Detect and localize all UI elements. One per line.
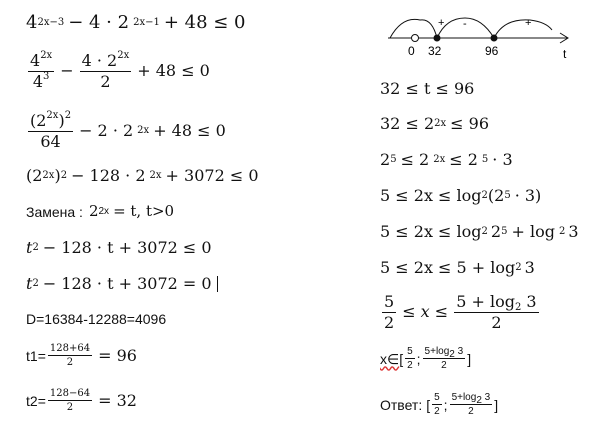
equation-line-2: $\frac{4^{2x}}{4^3}$ − $\frac{4 \cdot 2^{2x}}{2}$ + 48 ≤ 0 bbox=[30, 50, 210, 91]
equation-line-4: (2 2x ) 2 − 128 · 2 2x + 3072 ≤ 0 bbox=[26, 166, 259, 185]
fraction: $\frac{5 + \log_2 3}{2}$ bbox=[456, 292, 537, 332]
fraction: $\frac{5}{2}$ bbox=[434, 392, 440, 417]
sign-label: + bbox=[525, 17, 532, 29]
fraction: $\frac{(2^{2x})^2}{64}$ bbox=[30, 110, 72, 151]
point-label: 96 bbox=[485, 44, 499, 58]
fraction: $\frac{5+\log_2 3}{2}$ bbox=[424, 346, 464, 371]
equation-line-7: t 2 − 128 · t + 3072 = 0 bbox=[26, 276, 218, 292]
sign-label: - bbox=[463, 18, 467, 30]
interval-arc bbox=[494, 20, 552, 38]
point-label: 32 bbox=[428, 44, 442, 58]
right-line-4: 5 ≤ 2x ≤ log 2 (2 5 · 3) bbox=[380, 186, 542, 205]
open-point bbox=[412, 35, 419, 42]
text-cursor bbox=[217, 276, 218, 292]
number-line bbox=[380, 10, 580, 62]
right-line-2: 32 ≤ 2 2x ≤ 96 bbox=[380, 114, 489, 133]
right-line-1: 32 ≤ t ≤ 96 bbox=[380, 79, 475, 98]
discriminant-line: D=16384-12288=4096 bbox=[26, 311, 167, 327]
fraction: $\frac{5+\log_2 3}{2}$ bbox=[451, 392, 491, 417]
right-line-5: 5 ≤ 2x ≤ log 2 2 5 + log 2 3 bbox=[380, 222, 579, 241]
fraction: $\frac{5}{2}$ bbox=[384, 292, 395, 332]
closed-point bbox=[434, 35, 441, 42]
solution-set-line: x∈ [ $\frac{5}{2}$ ; $\frac{5+\log_2 3}{2}$ ] bbox=[380, 346, 472, 371]
axis-label: t bbox=[563, 47, 567, 61]
fraction: $\frac{128+64}{2}$ bbox=[49, 343, 91, 368]
right-line-7: $\frac{5}{2}$ ≤ x ≤ $\frac{5 + \log_2 3}{2}$ bbox=[384, 292, 537, 332]
root-t1-line: t 1 = $\frac{128+64}{2}$ = 96 bbox=[26, 343, 137, 368]
fraction: $\frac{4 \cdot 2^{2x}}{2}$ bbox=[81, 50, 130, 91]
fraction: $\frac{128-64}{2}$ bbox=[49, 388, 91, 413]
root-t2-line: t 2 = $\frac{128-64}{2}$ = 32 bbox=[26, 388, 137, 413]
closed-point bbox=[491, 35, 498, 42]
equation-line-6: t 2 − 128 · t + 3072 ≤ 0 bbox=[26, 238, 212, 257]
sign-label: + bbox=[438, 17, 445, 29]
point-label: 0 bbox=[408, 44, 415, 58]
equation-line-3: $\frac{(2^{2x})^2}{64}$ − 2 · 2 2x + 48 ≤ 0 bbox=[30, 110, 226, 151]
substitution-line: Замена : 2 2x = t, t>0 bbox=[26, 202, 175, 220]
right-line-3: 2 5 ≤ 2 2x ≤ 2 5 · 3 bbox=[380, 150, 513, 169]
fraction: $\frac{4^{2x}}{4^3}$ bbox=[30, 50, 53, 91]
equation-line-1: 4 2x−3 − 4 · 2 2x−1 + 48 ≤ 0 bbox=[26, 12, 246, 33]
answer-line: Ответ: [ $\frac{5}{2}$ ; $\frac{5+\log_2 3}{2}$ ] bbox=[380, 392, 499, 417]
fraction: $\frac{5}{2}$ bbox=[407, 346, 413, 371]
right-line-6: 5 ≤ 2x ≤ 5 + log 2 3 bbox=[380, 258, 535, 277]
